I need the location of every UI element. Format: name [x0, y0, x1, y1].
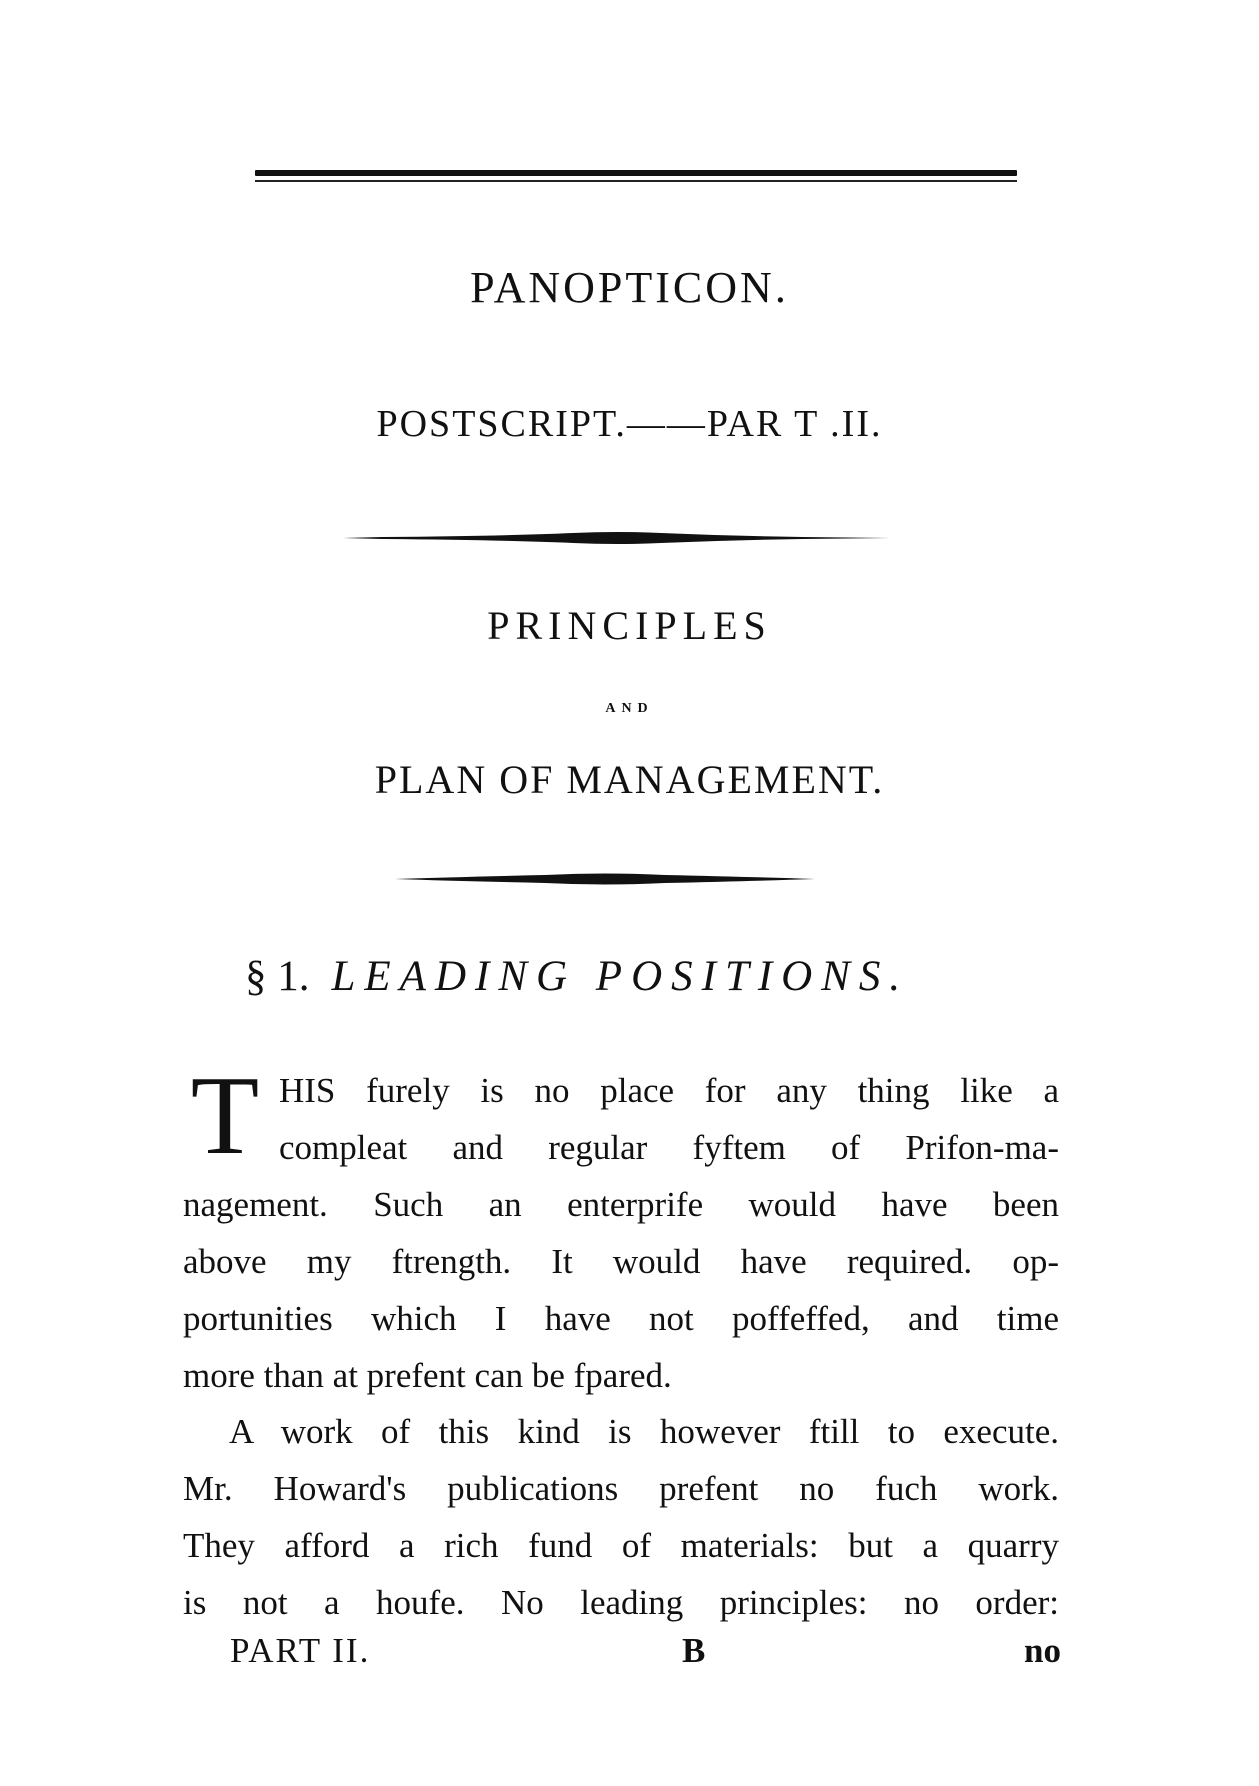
- swelled-rule-upper: [343, 530, 891, 546]
- page-subtitle: POSTSCRIPT.——PAR T .II.: [376, 403, 883, 445]
- swelled-rule-lower: [395, 870, 815, 888]
- heading-conjunction: AND: [605, 701, 654, 716]
- signature-mark: B: [682, 1631, 706, 1670]
- catchword: no: [1024, 1631, 1061, 1670]
- top-rule-thin: [255, 180, 1017, 182]
- paragraph-1: [183, 1054, 1059, 1404]
- section-heading: [245, 952, 909, 1001]
- paragraph-line: Mr. Howard's publications prefent no fuch work.: [183, 1469, 1059, 1508]
- paragraph-line: A work of this kind is however ftill to execute.: [229, 1412, 1059, 1451]
- paragraph-line: nagement. Such an enterprife would have been: [183, 1185, 1059, 1224]
- paragraph-line: HIS furely is no place for any thing like a: [279, 1071, 1059, 1110]
- top-double-rule: [255, 170, 1017, 182]
- paragraph-line: They afford a rich fund of materials: but a quarry: [183, 1526, 1059, 1565]
- section-mark: § 1.: [245, 953, 310, 1000]
- paragraph-line: is not a houfe. No leading principles: no order:: [183, 1583, 1059, 1622]
- page-title: PANOPTICON.: [470, 263, 789, 312]
- heading-principles: PRINCIPLES: [487, 603, 772, 648]
- top-rule-thick: [255, 170, 1017, 176]
- paragraph-line: more than at prefent can be fpared.: [183, 1356, 672, 1395]
- drop-cap: T: [190, 1054, 260, 1178]
- paragraph-line: portunities which I have not poffeffed, and time: [183, 1299, 1059, 1338]
- paragraph-line: compleat and regular fyftem of Prifon-ma-: [279, 1128, 1059, 1167]
- section-title: LEADING POSITIONS.: [331, 953, 910, 1000]
- footer-part-label: PART II.: [230, 1631, 371, 1670]
- paragraph-2: [183, 1403, 1059, 1631]
- heading-plan: PLAN OF MANAGEMENT.: [374, 757, 885, 802]
- paragraph-line: above my ftrength. It would have required. op-: [183, 1242, 1059, 1281]
